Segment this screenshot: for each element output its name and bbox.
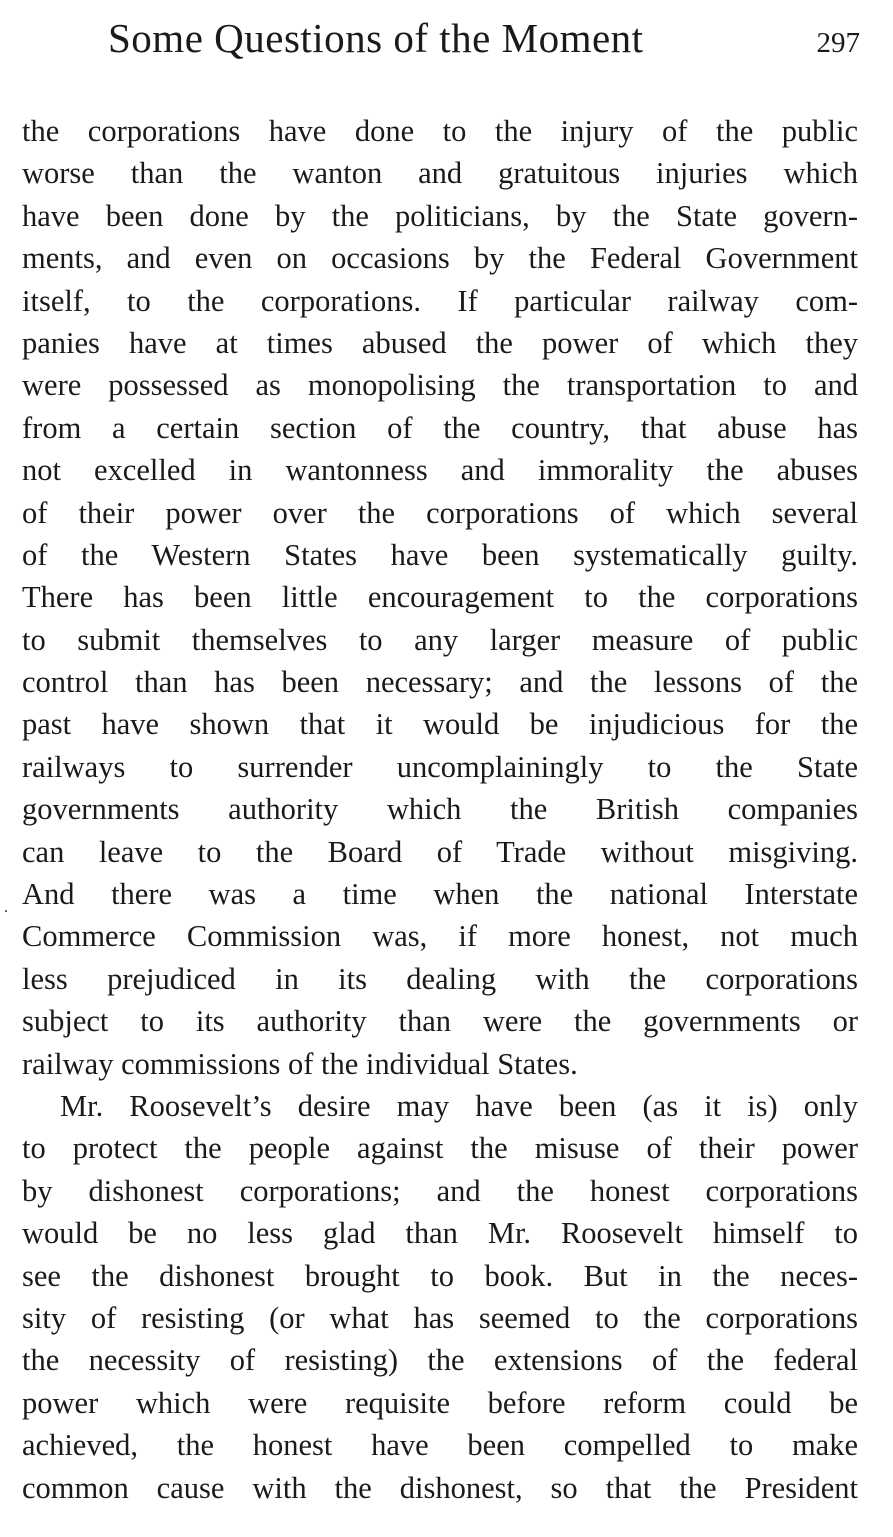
text-line: to submit themselves to any larger measure of public (22, 622, 858, 657)
text-line: railway commissions of the individual States. (22, 1046, 578, 1081)
text-line: worse than the wanton and gratuitous injuries which (22, 156, 858, 191)
text-line: less prejudiced in its dealing with the corporations (22, 961, 858, 996)
text-line: Commerce Commission was, if more honest, not much (22, 919, 858, 954)
text-line: would be no less glad than Mr. Roosevelt himself to (22, 1216, 858, 1251)
margin-speck: . (4, 899, 8, 916)
paragraph-1 (22, 110, 858, 1085)
text-line: And there was a time when the national Interstate (22, 877, 858, 912)
text-line: There has been little encouragement to the corporations (22, 580, 858, 615)
text-line: see the dishonest brought to book. But in the neces- (22, 1258, 858, 1293)
running-head (108, 14, 860, 74)
text-line: Mr. Roosevelt’s desire may have been (as it is) only (60, 1088, 858, 1123)
text-line: subject to its authority than were the governments or (22, 1004, 858, 1039)
page-number: 297 (816, 27, 860, 59)
running-head-title: Some Questions of the Moment (108, 15, 644, 61)
text-line: control than has been necessary; and the lessons of the (22, 665, 858, 700)
text-line: past have shown that it would be injudicious for the (22, 707, 858, 742)
text-line: ments, and even on occasions by the Federal Government (22, 241, 858, 276)
text-line: sity of resisting (or what has seemed to the corporations (22, 1300, 858, 1335)
text-line: were possessed as monopolising the transportation to and (22, 368, 858, 403)
text-line: the necessity of resisting) the extensions of the federal (22, 1343, 858, 1378)
text-line: to protect the people against the misuse of their power (22, 1131, 858, 1166)
text-line: can leave to the Board of Trade without misgiving. (22, 834, 858, 869)
text-line: panies have at times abused the power of which they (22, 325, 858, 360)
text-line: railways to surrender uncomplainingly to the State (22, 749, 858, 784)
text-line: not excelled in wantonness and immorality the abuses (22, 453, 858, 488)
text-line: itself, to the corporations. If particular railway com- (22, 283, 858, 318)
text-line: the corporations have done to the injury of the public (22, 114, 858, 148)
text-line: by dishonest corporations; and the honest corporations (22, 1173, 858, 1208)
text-line: achieved, the honest have been compelled to make (22, 1428, 858, 1463)
paragraph-2 (22, 1085, 858, 1509)
body-text (22, 110, 858, 1509)
text-line: from a certain section of the country, that abuse has (22, 410, 858, 445)
text-line: of their power over the corporations of which several (22, 495, 858, 530)
text-line: power which were requisite before reform could be (22, 1385, 858, 1420)
text-line: common cause with the dishonest, so that the President (22, 1470, 858, 1505)
text-line: governments authority which the British companies (22, 792, 858, 827)
text-line: of the Western States have been systematically guilty. (22, 537, 858, 572)
text-line: have been done by the politicians, by the State govern- (22, 198, 858, 233)
